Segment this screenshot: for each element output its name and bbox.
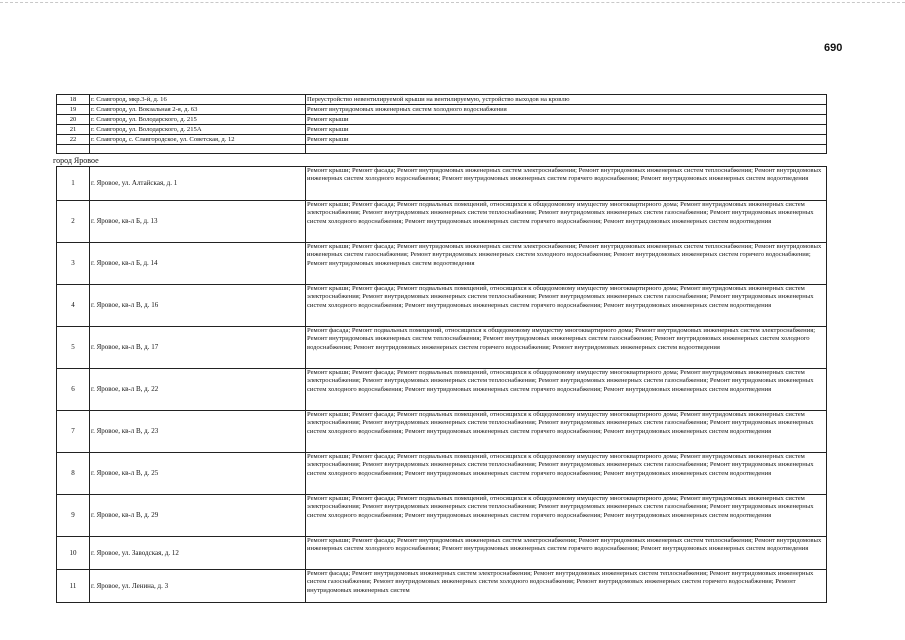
table-row [57, 285, 827, 327]
row-works: Ремонт крыши; Ремонт фасада; Ремонт внутридомовых инженерных систем электроснабжения; Ремонт внутридомовых инженерных систем теплоснабжения; Ремонт внутридомовых инженерных систем холодного водоснабжения; Ремонт внутридомовых инженерных систем горячего водоснабжения; Ремонт внутридомовых инженерных систем водоотведения [306, 167, 827, 201]
row-number: 22 [57, 135, 90, 145]
slavgorod-table [56, 94, 827, 154]
row-works: Ремонт крыши; Ремонт фасада; Ремонт подвальных помещений, относящихся к общедомовому имуществу многоквартирного дома; Ремонт внутридомовых инженерных систем электроснабжения; Ремонт внутридомовых инженерных систем теплоснабжения; Ремонт внутридомовых инженерных систем газоснабжения; Ремонт внутридомовых инженерных систем холодного водоснабжения; Ремонт внутридомовых инженерных систем горячего водоснабжения; Ремонт внутридомовых инженерных систем водоотведения [306, 369, 827, 411]
table-row [57, 327, 827, 369]
table-row [57, 537, 827, 570]
row-number: 5 [57, 327, 90, 369]
row-number: 18 [57, 95, 90, 105]
empty-cell [57, 145, 90, 154]
row-works: Ремонт крыши [306, 115, 827, 125]
row-address: г. Яровое, кв-л В, д. 17 [90, 327, 306, 369]
yarovoe-table [56, 166, 827, 603]
table-row [57, 167, 827, 201]
row-address: г. Яровое, кв-л Б, д. 14 [90, 243, 306, 285]
row-number: 2 [57, 201, 90, 243]
row-works: Ремонт крыши [306, 125, 827, 135]
row-number: 10 [57, 537, 90, 570]
row-works: Ремонт крыши; Ремонт фасада; Ремонт подвальных помещений, относящихся к общедомовому имуществу многоквартирного дома; Ремонт внутридомовых инженерных систем электроснабжения; Ремонт внутридомовых инженерных систем теплоснабжения; Ремонт внутридомовых инженерных систем газоснабжения; Ремонт внутридомовых инженерных систем холодного водоснабжения; Ремонт внутридомовых инженерных систем горячего водоснабжения; Ремонт внутридомовых инженерных систем водоотведения [306, 411, 827, 453]
empty-cell [90, 145, 306, 154]
row-number: 20 [57, 115, 90, 125]
row-number: 21 [57, 125, 90, 135]
table-row-empty [57, 145, 827, 154]
row-address: г. Яровое, ул. Заводская, д. 12 [90, 537, 306, 570]
row-works: Ремонт крыши; Ремонт фасада; Ремонт подвальных помещений, относящихся к общедомовому имуществу многоквартирного дома; Ремонт внутридомовых инженерных систем электроснабжения; Ремонт внутридомовых инженерных систем теплоснабжения; Ремонт внутридомовых инженерных систем газоснабжения; Ремонт внутридомовых инженерных систем холодного водоснабжения; Ремонт внутридомовых инженерных систем горячего водоснабжения; Ремонт внутридомовых инженерных систем водоотведения [306, 495, 827, 537]
row-works: Ремонт крыши; Ремонт фасада; Ремонт подвальных помещений, относящихся к общедомовому имуществу многоквартирного дома; Ремонт внутридомовых инженерных систем электроснабжения; Ремонт внутридомовых инженерных систем теплоснабжения; Ремонт внутридомовых инженерных систем газоснабжения; Ремонт внутридомовых инженерных систем холодного водоснабжения; Ремонт внутридомовых инженерных систем горячего водоснабжения; Ремонт внутридомовых инженерных систем водоотведения [306, 453, 827, 495]
row-address: г. Славгород, с. Славгородское, ул. Советская, д. 12 [90, 135, 306, 145]
city-heading: город Яровое [53, 156, 99, 165]
row-works: Ремонт крыши [306, 135, 827, 145]
row-number: 9 [57, 495, 90, 537]
row-address: г. Славгород, ул. Вокзальная 2-я, д. 63 [90, 105, 306, 115]
row-number: 1 [57, 167, 90, 201]
table-row [57, 125, 827, 135]
row-works: Ремонт крыши; Ремонт фасада; Ремонт подвальных помещений, относящихся к общедомовому имуществу многоквартирного дома; Ремонт внутридомовых инженерных систем электроснабжения; Ремонт внутридомовых инженерных систем теплоснабжения; Ремонт внутридомовых инженерных систем газоснабжения; Ремонт внутридомовых инженерных систем холодного водоснабжения; Ремонт внутридомовых инженерных систем горячего водоснабжения; Ремонт внутридомовых инженерных систем водоотведения [306, 201, 827, 243]
row-address: г. Яровое, кв-л В, д. 16 [90, 285, 306, 327]
row-works: Ремонт фасада; Ремонт подвальных помещений, относящихся к общедомовому имуществу многоквартирного дома; Ремонт внутридомовых инженерных систем электроснабжения; Ремонт внутридомовых инженерных систем теплоснабжения; Ремонт внутридомовых инженерных систем газоснабжения; Ремонт внутридомовых инженерных систем холодного водоснабжения; Ремонт внутридомовых инженерных систем горячего водоснабжения; Ремонт внутридомовых инженерных систем водоотведения [306, 327, 827, 369]
page-number: 690 [824, 42, 843, 54]
row-works: Ремонт внутридомовых инженерных систем холодного водоснабжения [306, 105, 827, 115]
row-address: г. Славгород, мкр.3-й, д. 16 [90, 95, 306, 105]
empty-cell [306, 145, 827, 154]
table-row [57, 95, 827, 105]
table-row [57, 495, 827, 537]
table-row [57, 135, 827, 145]
row-address: г. Яровое, кв-л В, д. 29 [90, 495, 306, 537]
row-works: Ремонт крыши; Ремонт фасада; Ремонт подвальных помещений, относящихся к общедомовому имуществу многоквартирного дома; Ремонт внутридомовых инженерных систем электроснабжения; Ремонт внутридомовых инженерных систем теплоснабжения; Ремонт внутридомовых инженерных систем газоснабжения; Ремонт внутридомовых инженерных систем холодного водоснабжения; Ремонт внутридомовых инженерных систем горячего водоснабжения; Ремонт внутридомовых инженерных систем водоотведения [306, 285, 827, 327]
row-works: Ремонт крыши; Ремонт фасада; Ремонт внутридомовых инженерных систем электроснабжения; Ремонт внутридомовых инженерных систем теплоснабжения; Ремонт внутридомовых инженерных систем холодного водоснабжения; Ремонт внутридомовых инженерных систем горячего водоснабжения; Ремонт внутридомовых инженерных систем водоотведения [306, 537, 827, 570]
table-row [57, 115, 827, 125]
row-works: Ремонт фасада; Ремонт внутридомовых инженерных систем электроснабжения; Ремонт внутридомовых инженерных систем теплоснабжения; Ремонт внутридомовых инженерных систем газоснабжения; Ремонт внутридомовых инженерных систем холодного водоснабжения; Ремонт внутридомовых инженерных систем горячего водоснабжения; Ремонт внутридомовых инженерных систем [306, 570, 827, 603]
row-number: 4 [57, 285, 90, 327]
table-row [57, 369, 827, 411]
row-address: г. Яровое, кв-л В, д. 25 [90, 453, 306, 495]
table-row [57, 570, 827, 603]
row-works: Переустройство невентилируемой крыши на вентилируемую, устройство выходов на кровлю [306, 95, 827, 105]
table-row [57, 201, 827, 243]
row-works: Ремонт крыши; Ремонт фасада; Ремонт внутридомовых инженерных систем электроснабжения; Ремонт внутридомовых инженерных систем теплоснабжения; Ремонт внутридомовых инженерных систем газоснабжения; Ремонт внутридомовых инженерных систем холодного водоснабжения; Ремонт внутридомовых инженерных систем горячего водоснабжения; Ремонт внутридомовых инженерных систем водоотведения [306, 243, 827, 285]
row-address: г. Славгород, ул. Володарского, д. 215 [90, 115, 306, 125]
table-row [57, 411, 827, 453]
row-number: 7 [57, 411, 90, 453]
row-address: г. Яровое, ул. Ленина, д. 3 [90, 570, 306, 603]
row-address: г. Славгород, ул. Володарского, д. 215А [90, 125, 306, 135]
table-row [57, 453, 827, 495]
row-number: 11 [57, 570, 90, 603]
row-number: 19 [57, 105, 90, 115]
row-number: 3 [57, 243, 90, 285]
table-row [57, 105, 827, 115]
scan-top-edge [0, 2, 905, 3]
row-address: г. Яровое, кв-л Б, д. 13 [90, 201, 306, 243]
row-address: г. Яровое, кв-л В, д. 23 [90, 411, 306, 453]
table-row [57, 243, 827, 285]
row-number: 6 [57, 369, 90, 411]
row-number: 8 [57, 453, 90, 495]
row-address: г. Яровое, ул. Алтайская, д. 1 [90, 167, 306, 201]
row-address: г. Яровое, кв-л В, д. 22 [90, 369, 306, 411]
